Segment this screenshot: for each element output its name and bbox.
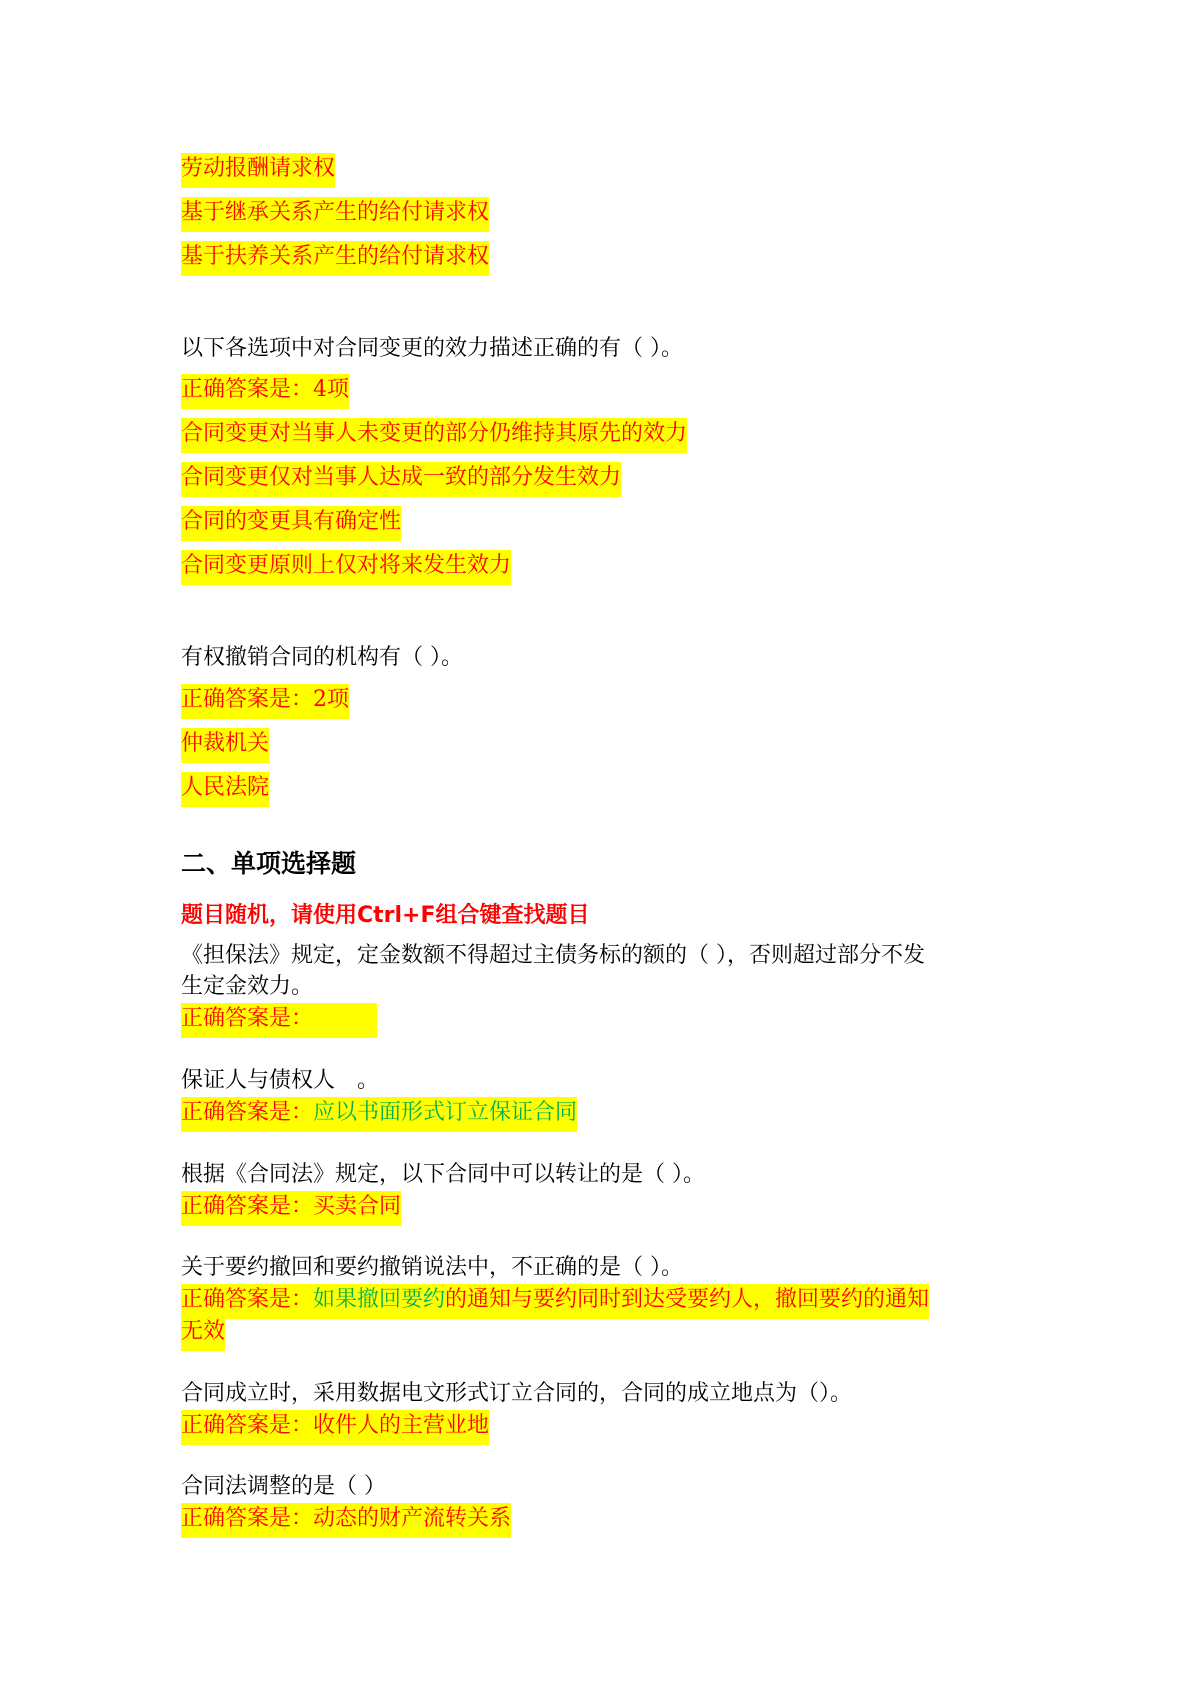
- answer-label: 正确答案是：买卖合同: [181, 1191, 401, 1223]
- question-text: 合同法调整的是（ ）: [181, 1474, 386, 1499]
- answer-option: 合同的变更具有确定性: [181, 506, 401, 538]
- answer-line: 基于继承关系产生的给付请求权: [181, 197, 489, 229]
- answer-option: 合同变更原则上仅对将来发生效力: [181, 550, 511, 582]
- question-text: 根据《合同法》规定，以下合同中可以转让的是（ ）。: [181, 1162, 705, 1187]
- question-text: 《担保法》规定，定金数额不得超过主债务标的额的（ ），否则超过部分不发: [181, 943, 925, 968]
- answer-label: 正确答案是：: [181, 1003, 377, 1035]
- question-text: 合同成立时，采用数据电文形式订立合同的，合同的成立地点为（）。: [181, 1381, 853, 1406]
- answer-label: 正确答案是：应以书面形式订立保证合同: [181, 1097, 577, 1129]
- answer-label: 正确答案是：如果撤回要约的通知与要约同时到达受要约人，撤回要约的通知: [181, 1284, 929, 1316]
- answer-line: 基于扶养关系产生的给付请求权: [181, 241, 489, 273]
- section-subtitle: 题目随机，请使用Ctrl+F组合键查找题目: [181, 903, 590, 928]
- answer-line: 劳动报酬请求权: [181, 153, 335, 185]
- question-text: 关于要约撤回和要约撤销说法中，不正确的是（ ）。: [181, 1255, 683, 1280]
- answer-label: 正确答案是：动态的财产流转关系: [181, 1503, 511, 1535]
- answer-option: 人民法院: [181, 772, 269, 804]
- answer-option: 合同变更仅对当事人达成一致的部分发生效力: [181, 462, 621, 494]
- answer-label: 正确答案是：2项: [181, 684, 349, 716]
- question-text: 生定金效力。: [181, 974, 314, 999]
- answer-label: 正确答案是：4项: [181, 374, 349, 406]
- question-text: 保证人与债权人 。: [181, 1068, 380, 1093]
- answer-option: 合同变更对当事人未变更的部分仍维持其原先的效力: [181, 418, 687, 450]
- answer-label: 正确答案是：收件人的主营业地: [181, 1410, 489, 1442]
- answer-option: 仲裁机关: [181, 728, 269, 760]
- answer-continuation: 无效: [181, 1316, 225, 1348]
- section-title: 二、单项选择题: [181, 849, 357, 878]
- question-text: 有权撤销合同的机构有（ ）。: [181, 645, 463, 670]
- question-text: 以下各选项中对合同变更的效力描述正确的有（ ）。: [181, 336, 683, 361]
